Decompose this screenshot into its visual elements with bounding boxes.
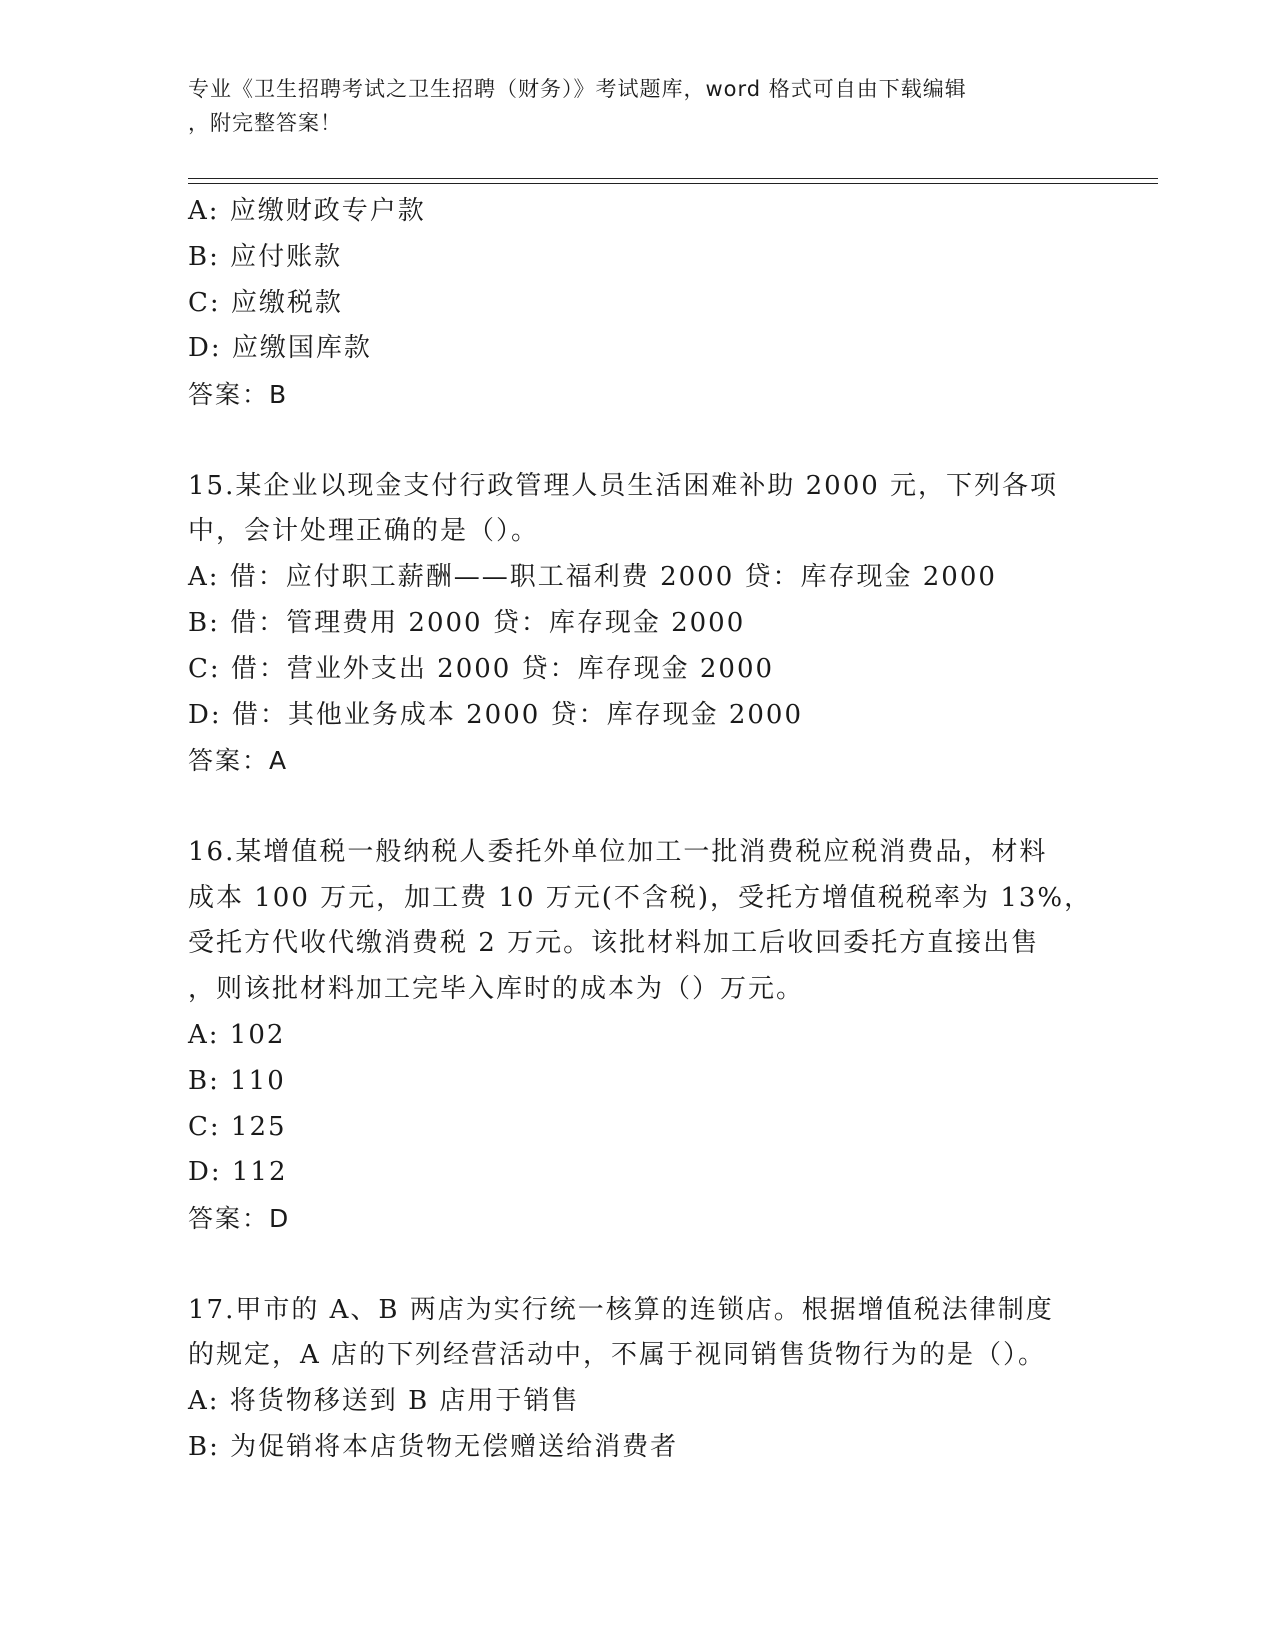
- document-header: [188, 72, 1068, 140]
- question-14-answer: 答案：B: [188, 380, 289, 410]
- header-line-1: 专业《卫生招聘考试之卫生招聘（财务）》考试题库，word 格式可自由下载编辑: [188, 77, 967, 101]
- question-16-option-d: D: 112: [188, 1157, 288, 1188]
- question-16-stem-line-3: 受托方代收代缴消费税 2 万元。该批材料加工后收回委托方直接出售: [188, 928, 1040, 959]
- question-15-option-b: B: 借：管理费用 2000 贷：库存现金 2000: [188, 607, 746, 638]
- question-15-stem-line-1: 15.某企业以现金支付行政管理人员生活困难补助 2000 元，下列各项: [188, 470, 1059, 501]
- header-divider-bottom: [188, 183, 1158, 184]
- question-14-option-d: D: 应缴国库款: [188, 333, 372, 364]
- spacer: [188, 1242, 1088, 1288]
- question-16-option-c: C: 125: [188, 1111, 287, 1142]
- question-14-option-c: C: 应缴税款: [188, 287, 343, 318]
- question-17-stem-line-1: 17.甲市的 A、B 两店为实行统一核算的连锁店。根据增值税法律制度: [188, 1294, 1054, 1325]
- question-16-stem-line-1: 16.某增值税一般纳税人委托外单位加工一批消费税应税消费品，材料: [188, 836, 1048, 867]
- question-16-answer: 答案：D: [188, 1204, 291, 1234]
- question-17-option-b: B: 为促销将本店货物无偿赠送给消费者: [188, 1431, 679, 1462]
- question-17: [188, 1288, 1088, 1471]
- spacer: [188, 418, 1088, 464]
- question-15: [188, 464, 1088, 785]
- question-14-option-a: A: 应缴财政专户款: [188, 196, 426, 226]
- question-17-stem-line-2: 的规定，A 店的下列经营活动中，不属于视同销售货物行为的是（）。: [188, 1340, 1047, 1371]
- question-16-stem-line-4: ，则该批材料加工完毕入库时的成本为（）万元。: [188, 974, 805, 1005]
- header-divider-top: [188, 178, 1158, 179]
- question-15-option-c: C: 借：营业外支出 2000 贷：库存现金 2000: [188, 653, 775, 684]
- spacer: [188, 784, 1088, 830]
- document-body: [188, 189, 1093, 1471]
- question-15-option-a: A: 借：应付职工薪酬——职工福利费 2000 贷：库存现金 2000: [188, 562, 997, 593]
- question-14-option-b: B: 应付账款: [188, 241, 343, 272]
- question-15-stem-line-2: 中，会计处理正确的是（）。: [188, 516, 540, 547]
- header-line-2: ，附完整答案！: [188, 111, 342, 135]
- question-16-stem-line-2: 成本 100 万元，加工费 10 万元(不含税)，受托方增值税税率为 13%，: [188, 882, 1093, 913]
- question-15-option-d: D: 借：其他业务成本 2000 贷：库存现金 2000: [188, 699, 804, 730]
- question-15-answer: 答案：A: [188, 746, 289, 776]
- question-16: [188, 830, 1093, 1242]
- question-16-option-a: A: 102: [188, 1019, 286, 1050]
- question-14: [188, 189, 1088, 418]
- question-16-option-b: B: 110: [188, 1065, 286, 1096]
- question-17-option-a: A: 将货物移送到 B 店用于销售: [188, 1386, 580, 1417]
